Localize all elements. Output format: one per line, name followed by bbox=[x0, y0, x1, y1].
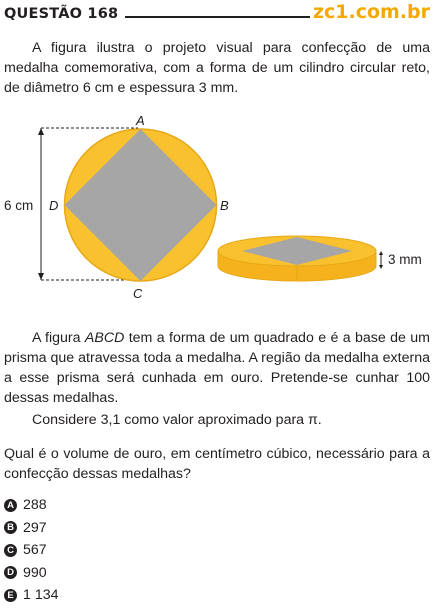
thickness-dimension bbox=[379, 251, 383, 269]
thickness-label: 3 mm bbox=[388, 252, 422, 267]
answer-option-a[interactable] bbox=[4, 494, 59, 517]
description-text-after: tem a forma de um quadrado e é a base de um prisma que atravessa toda a medalha. A região da medalha externa a esse prisma será cunhada em ouro. Pretende-se cunhar 100 dessas medalhas. bbox=[4, 330, 430, 406]
option-text-d: 990 bbox=[23, 564, 47, 581]
option-text-c: 567 bbox=[23, 542, 47, 559]
option-letter-a: A bbox=[4, 499, 17, 512]
label-c: C bbox=[133, 286, 143, 301]
question-number: QUESTÃO 168 bbox=[4, 6, 119, 22]
answer-option-d[interactable] bbox=[4, 562, 59, 585]
option-letter-c: C bbox=[4, 544, 17, 557]
description-paragraph bbox=[4, 328, 430, 408]
question-header bbox=[4, 1, 430, 28]
answer-option-b[interactable] bbox=[4, 517, 59, 540]
intro-paragraph: A figura ilustra o projeto visual para confecção de uma medalha comemorativa, com a forma de um cilindro circular reto, de diâmetro 6 cm e espessura 3 mm. bbox=[4, 40, 430, 96]
answer-option-c[interactable] bbox=[4, 539, 59, 562]
option-text-b: 297 bbox=[23, 519, 47, 536]
option-letter-d: D bbox=[4, 566, 17, 579]
description-text-before: A figura bbox=[32, 330, 85, 346]
label-b: B bbox=[220, 198, 229, 213]
header-rule bbox=[125, 16, 310, 18]
diameter-label: 6 cm bbox=[4, 198, 34, 213]
option-text-e: 1 134 bbox=[23, 587, 59, 604]
medal-figure bbox=[0, 108, 434, 304]
figure-name: ABCD bbox=[84, 330, 125, 346]
question-prompt: Qual é o volume de ouro, em centímetro cúbico, necessário para a confecção dessas medalhas? bbox=[4, 446, 430, 482]
brand-logo: zc1.com.br bbox=[312, 1, 430, 23]
label-a: A bbox=[136, 113, 145, 128]
label-d: D bbox=[49, 198, 59, 213]
consider-paragraph: Considere 3,1 como valor aproximado para π. bbox=[32, 412, 322, 428]
answer-option-e[interactable] bbox=[4, 584, 59, 607]
option-letter-b: B bbox=[4, 521, 17, 534]
option-letter-e: E bbox=[4, 589, 17, 602]
option-text-a: 288 bbox=[23, 497, 47, 514]
medal-side-view bbox=[218, 236, 376, 281]
answer-options bbox=[4, 494, 59, 607]
